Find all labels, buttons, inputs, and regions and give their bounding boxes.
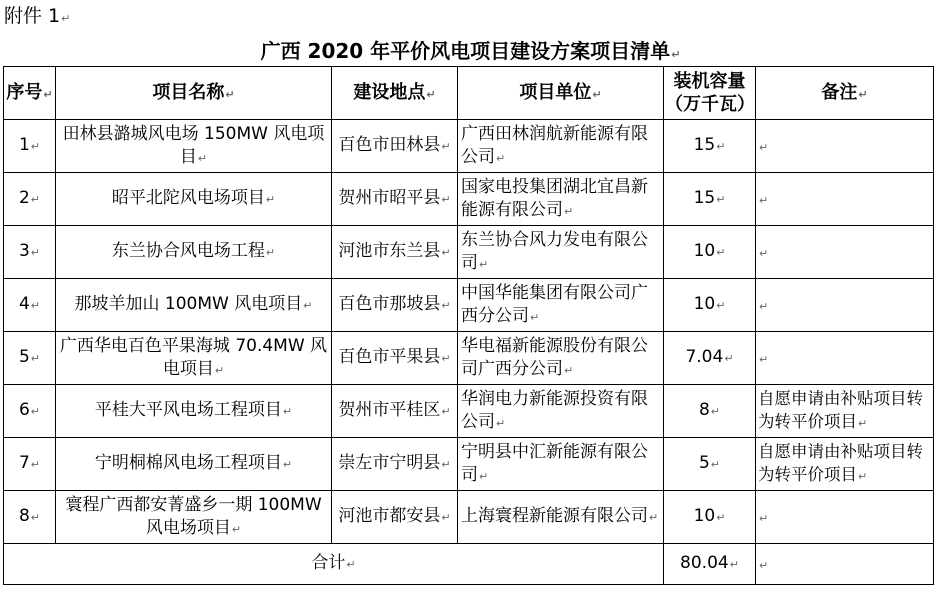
project-list-table xyxy=(3,66,934,585)
paragraph-mark-icon: ↵ xyxy=(759,299,769,313)
paragraph-mark-icon: ↵ xyxy=(30,193,41,206)
cell-location: 百色市那坡县↵ xyxy=(332,279,458,332)
total-remarks: ↵ xyxy=(756,544,934,585)
cell-seq: 3↵ xyxy=(4,226,56,279)
paragraph-mark-icon: ↵ xyxy=(441,193,451,206)
total-capacity: 80.04↵ xyxy=(664,544,756,585)
paragraph-mark-icon: ↵ xyxy=(441,458,451,471)
paragraph-mark-icon: ↵ xyxy=(710,405,721,418)
cell-location: 贺州市平桂区↵ xyxy=(332,385,458,438)
paragraph-mark-icon: ↵ xyxy=(759,511,769,525)
cell-seq: 8↵ xyxy=(4,491,56,544)
cell-project-name: 田林县潞城风电场 150MW 风电项目↵ xyxy=(56,120,332,173)
paragraph-mark-icon: ↵ xyxy=(197,151,208,165)
cell-project-name: 宁明桐棉风电场工程项目↵ xyxy=(56,438,332,491)
cell-project-unit: 上海寰程新能源有限公司↵ xyxy=(458,491,664,544)
cell-location: 河池市都安县↵ xyxy=(332,491,458,544)
paragraph-mark-icon: ↵ xyxy=(479,257,489,271)
header-seq: 序号↵ xyxy=(4,67,56,120)
table-row xyxy=(4,120,934,173)
cell-capacity: 8↵ xyxy=(664,385,756,438)
table-row xyxy=(4,279,934,332)
paragraph-mark-icon: ↵ xyxy=(759,193,769,207)
paragraph-mark-icon: ↵ xyxy=(30,458,41,471)
paragraph-mark-icon: ↵ xyxy=(716,193,726,206)
paragraph-mark-icon: ↵ xyxy=(441,511,451,524)
table-row xyxy=(4,173,934,226)
paragraph-mark-icon: ↵ xyxy=(759,246,769,260)
paragraph-mark-icon: ↵ xyxy=(716,140,726,153)
cell-project-name: 东兰协合风电场工程↵ xyxy=(56,226,332,279)
paragraph-mark-icon: ↵ xyxy=(30,405,41,418)
paragraph-mark-icon: ↵ xyxy=(496,416,506,430)
cell-remarks: 自愿申请由补贴项目转为转平价项目↵ xyxy=(756,438,934,491)
paragraph-mark-icon: ↵ xyxy=(671,48,681,61)
paragraph-mark-icon: ↵ xyxy=(214,363,225,377)
paragraph-mark-icon: ↵ xyxy=(441,405,451,418)
cell-remarks xyxy=(756,226,934,279)
cell-location: 百色市平果县↵ xyxy=(332,332,458,385)
cell-location: 贺州市昭平县↵ xyxy=(332,173,458,226)
paragraph-mark-icon: ↵ xyxy=(858,470,868,483)
paragraph-mark-icon: ↵ xyxy=(265,246,276,259)
paragraph-mark-icon: ↵ xyxy=(716,299,726,312)
cell-seq: 2↵ xyxy=(4,173,56,226)
paragraph-mark-icon: ↵ xyxy=(479,469,489,483)
paragraph-mark-icon: ↵ xyxy=(649,511,659,524)
header-unit: 项目单位↵ xyxy=(458,67,664,120)
cell-project-unit: 华润电力新能源投资有限公司↵ xyxy=(458,385,664,438)
table-header-row xyxy=(4,67,934,120)
cell-location: 河池市东兰县↵ xyxy=(332,226,458,279)
paragraph-mark-icon: ↵ xyxy=(30,511,41,524)
cell-capacity: 10↵ xyxy=(664,279,756,332)
cell-project-name: 寰程广西都安菁盛乡一期 100MW 风电场项目↵ xyxy=(56,491,332,544)
cell-remarks xyxy=(756,173,934,226)
paragraph-mark-icon: ↵ xyxy=(759,352,769,366)
paragraph-mark-icon: ↵ xyxy=(265,193,276,206)
paragraph-mark-icon: ↵ xyxy=(441,140,451,153)
cell-seq: 5↵ xyxy=(4,332,56,385)
header-capacity: 装机容量 （万千瓦） xyxy=(664,67,756,120)
cell-project-name: 昭平北陀风电场项目↵ xyxy=(56,173,332,226)
header-location: 建设地点↵ xyxy=(332,67,458,120)
paragraph-mark-icon: ↵ xyxy=(30,140,41,153)
cell-location: 崇左市宁明县↵ xyxy=(332,438,458,491)
cell-project-unit: 东兰协合风力发电有限公司↵ xyxy=(458,226,664,279)
cell-project-name: 那坡羊加山 100MW 风电项目↵ xyxy=(56,279,332,332)
cell-capacity: 15↵ xyxy=(664,173,756,226)
cell-remarks: 自愿申请由补贴项目转为转平价项目↵ xyxy=(756,385,934,438)
table-row xyxy=(4,491,934,544)
paragraph-mark-icon: ↵ xyxy=(30,352,41,365)
table-row xyxy=(4,385,934,438)
cell-capacity: 10↵ xyxy=(664,226,756,279)
paragraph-mark-icon: ↵ xyxy=(61,12,71,25)
paragraph-mark-icon: ↵ xyxy=(716,511,726,524)
cell-seq: 1↵ xyxy=(4,120,56,173)
paragraph-mark-icon: ↵ xyxy=(30,246,41,259)
cell-location: 百色市田林县↵ xyxy=(332,120,458,173)
cell-project-unit: 国家电投集团湖北宜昌新能源有限公司↵ xyxy=(458,173,664,226)
paragraph-mark-icon: ↵ xyxy=(303,299,313,312)
document-title: 广西 2020 年平价风电项目建设方案项目清单↵ xyxy=(260,39,681,63)
paragraph-mark-icon: ↵ xyxy=(282,458,293,471)
cell-project-name: 广西华电百色平果海城 70.4MW 风电项目↵ xyxy=(56,332,332,385)
paragraph-mark-icon: ↵ xyxy=(564,363,574,377)
header-name: 项目名称↵ xyxy=(56,67,332,120)
cell-project-unit: 华电福新能源股份有限公司广西分公司↵ xyxy=(458,332,664,385)
total-row xyxy=(4,544,934,585)
paragraph-mark-icon: ↵ xyxy=(441,352,451,365)
paragraph-mark-icon: ↵ xyxy=(724,352,734,365)
attachment-label: 附件 1↵ xyxy=(4,5,71,27)
total-label: 合计↵ xyxy=(4,544,664,585)
paragraph-mark-icon: ↵ xyxy=(441,246,451,259)
cell-seq: 7↵ xyxy=(4,438,56,491)
cell-seq: 4↵ xyxy=(4,279,56,332)
cell-seq: 6↵ xyxy=(4,385,56,438)
cell-remarks xyxy=(756,120,934,173)
paragraph-mark-icon: ↵ xyxy=(710,458,721,471)
table-row xyxy=(4,332,934,385)
paragraph-mark-icon: ↵ xyxy=(564,204,574,218)
paragraph-mark-icon: ↵ xyxy=(858,417,868,430)
paragraph-mark-icon: ↵ xyxy=(759,140,769,154)
paragraph-mark-icon: ↵ xyxy=(496,151,506,165)
cell-project-unit: 广西田林润航新能源有限公司↵ xyxy=(458,120,664,173)
table-row xyxy=(4,226,934,279)
paragraph-mark-icon: ↵ xyxy=(282,405,293,418)
cell-capacity: 7.04↵ xyxy=(664,332,756,385)
paragraph-mark-icon: ↵ xyxy=(716,246,726,259)
cell-project-unit: 宁明县中汇新能源有限公司↵ xyxy=(458,438,664,491)
cell-capacity: 10↵ xyxy=(664,491,756,544)
paragraph-mark-icon: ↵ xyxy=(441,299,451,312)
paragraph-mark-icon: ↵ xyxy=(530,310,540,324)
cell-remarks xyxy=(756,491,934,544)
table-row xyxy=(4,438,934,491)
cell-capacity: 5↵ xyxy=(664,438,756,491)
cell-project-unit: 中国华能集团有限公司广西分公司↵ xyxy=(458,279,664,332)
cell-capacity: 15↵ xyxy=(664,120,756,173)
paragraph-mark-icon: ↵ xyxy=(30,299,41,312)
cell-remarks xyxy=(756,279,934,332)
cell-remarks xyxy=(756,332,934,385)
header-remarks: 备注↵ xyxy=(756,67,934,120)
paragraph-mark-icon: ↵ xyxy=(231,522,242,536)
cell-project-name: 平桂大平风电场工程项目↵ xyxy=(56,385,332,438)
